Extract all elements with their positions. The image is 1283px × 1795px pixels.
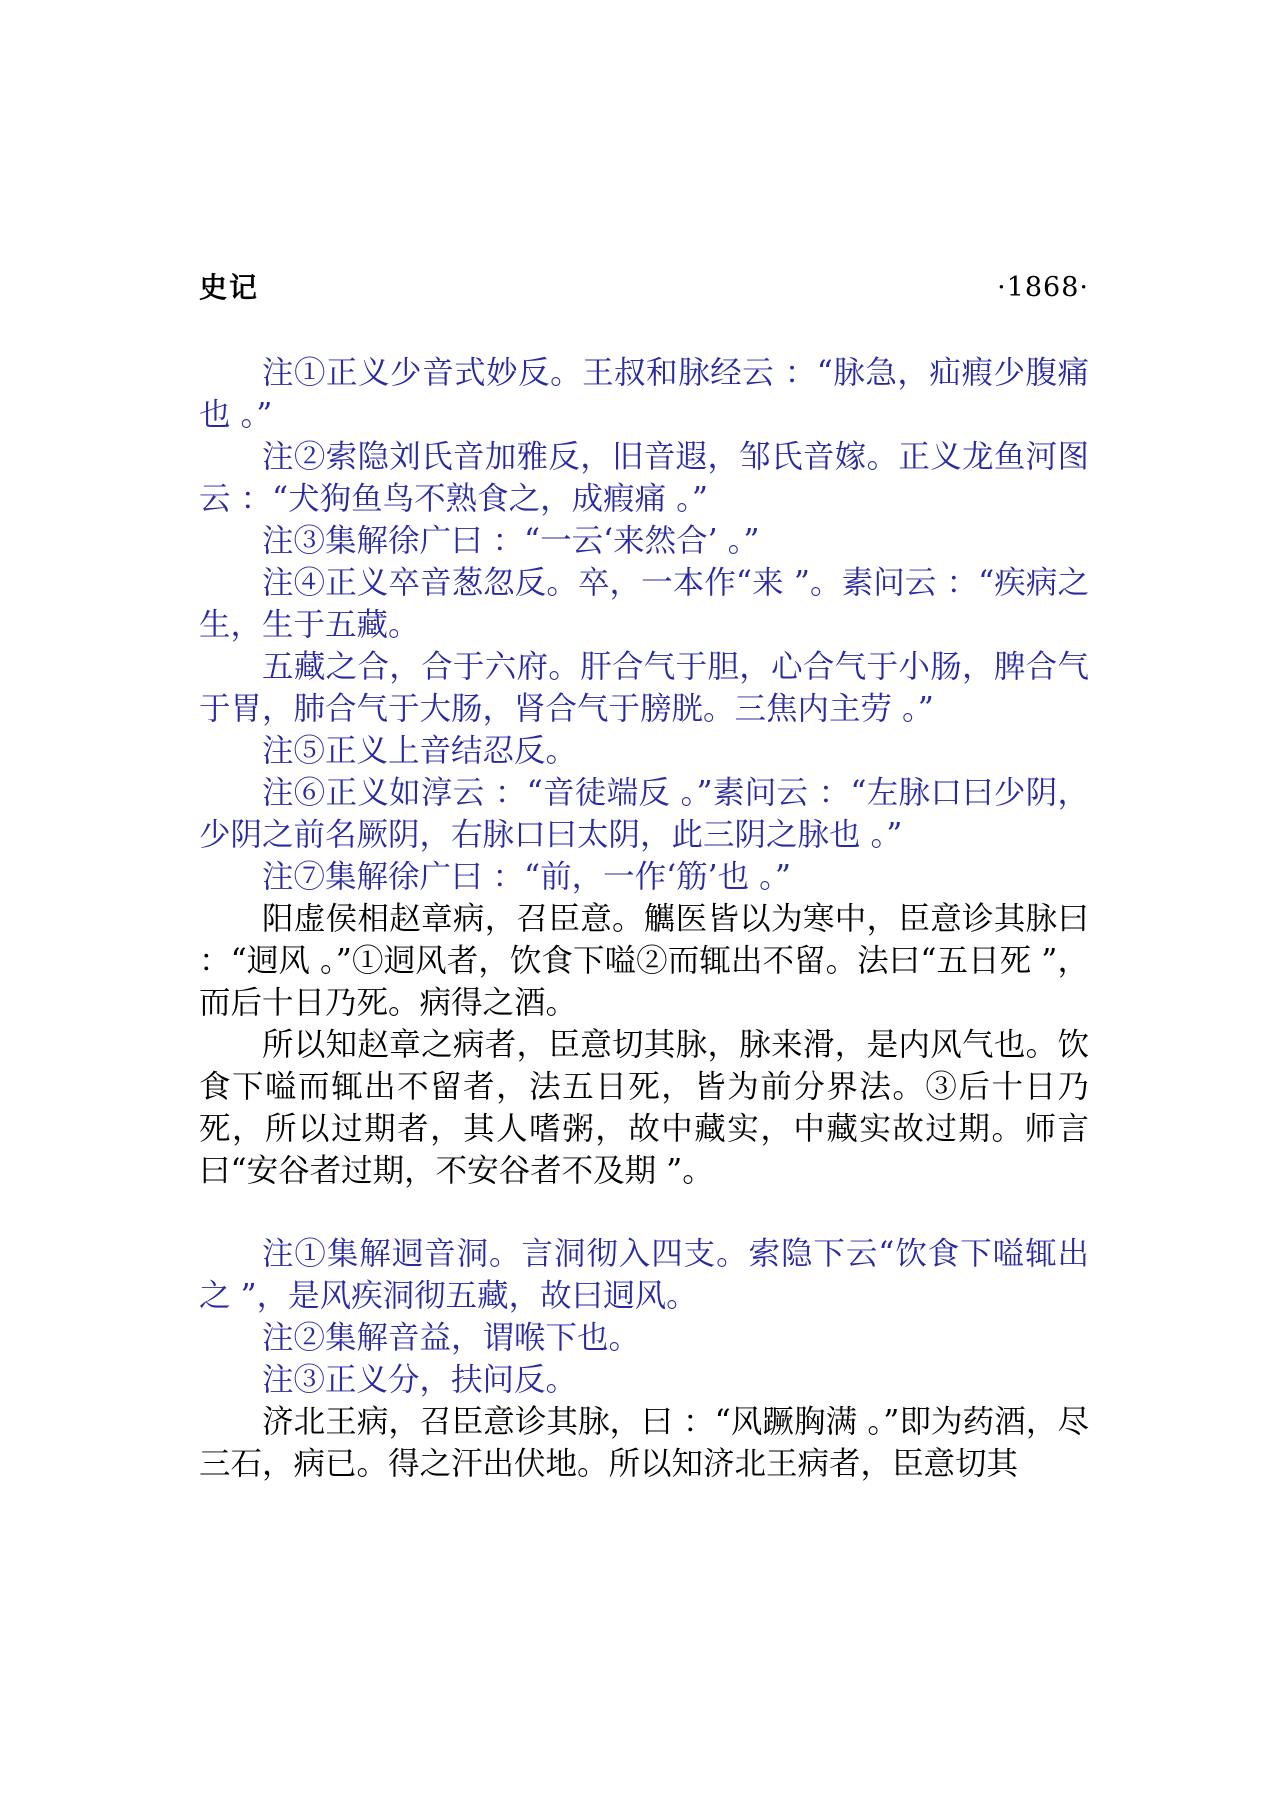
annotation-paragraph: 注③正义分，扶问反。 [262,1362,578,1398]
annotation-paragraph: 注②集解音益，谓喉下也。 [262,1320,641,1356]
annotation-paragraph: 注⑤正义上音结忍反。 [262,733,578,769]
page-number: ·1868· [997,272,1089,303]
annotation-paragraph: 注①集解迵音洞。言洞彻入四支。索隐下云“饮食下嗌辄出之 ”，是风疾洞彻五藏，故曰迵风。 [199,1236,1089,1314]
book-title: 史记 [199,271,260,304]
page-body [199,352,1089,1485]
paragraph-spacer [199,1192,1089,1233]
text-paragraph: 济北王病，召臣意诊其脉，曰 ：“风蹶胸满 。”即为药酒，尽三石，病已。得之汗出伏地。所以知济北王病者，臣意切其 [199,1404,1089,1482]
annotation-paragraph: 注⑦集解徐广曰 ：“前，一作‘筋’也 。” [262,859,792,895]
text-paragraph: 阳虚侯相赵章病，召臣意。觽医皆以为寒中，臣意诊其脉曰 ：“迵风 。”①迵风者，饮食下嗌②而辄出不留。法曰“五日死 ”，而后十日乃死。病得之酒。 [199,901,1089,1021]
page-header [199,266,1089,310]
annotation-paragraph: 五藏之合，合于六府。肝合气于胆，心合气于小肠，脾合气于胃，肺合气于大肠，肾合气于膀胱。三焦内主劳 。” [199,649,1089,727]
text-paragraph: 所以知赵章之病者，臣意切其脉，脉来滑，是内风气也。饮食下嗌而辄出不留者，法五日死，皆为前分界法。③后十日乃死，所以过期者，其人嗜粥，故中藏实，中藏实故过期。师言曰“安谷者过期，不安谷者不及期 ”。 [199,1027,1089,1189]
annotation-paragraph: 注④正义卒音葱忽反。卒，一本作“来 ”。素问云 ：“疾病之生，生于五藏。 [199,565,1089,643]
annotation-paragraph: 注①正义少音式妙反。王叔和脉经云 ：“脉急，疝瘕少腹痛也 。” [199,355,1089,433]
annotation-paragraph: 注③集解徐广曰 ：“一云‘来然合’ 。” [262,523,760,559]
annotation-paragraph: 注②索隐刘氏音加雅反，旧音遐，邹氏音嫁。正义龙鱼河图云 ：“犬狗鱼鸟不熟食之，成瘕痛 。” [199,439,1089,517]
annotation-paragraph: 注⑥正义如淳云 ：“音徒端反 。”素问云 ：“左脉口曰少阴，少阴之前名厥阴，右脉口曰太阴，此三阴之脉也 。” [199,775,1089,853]
